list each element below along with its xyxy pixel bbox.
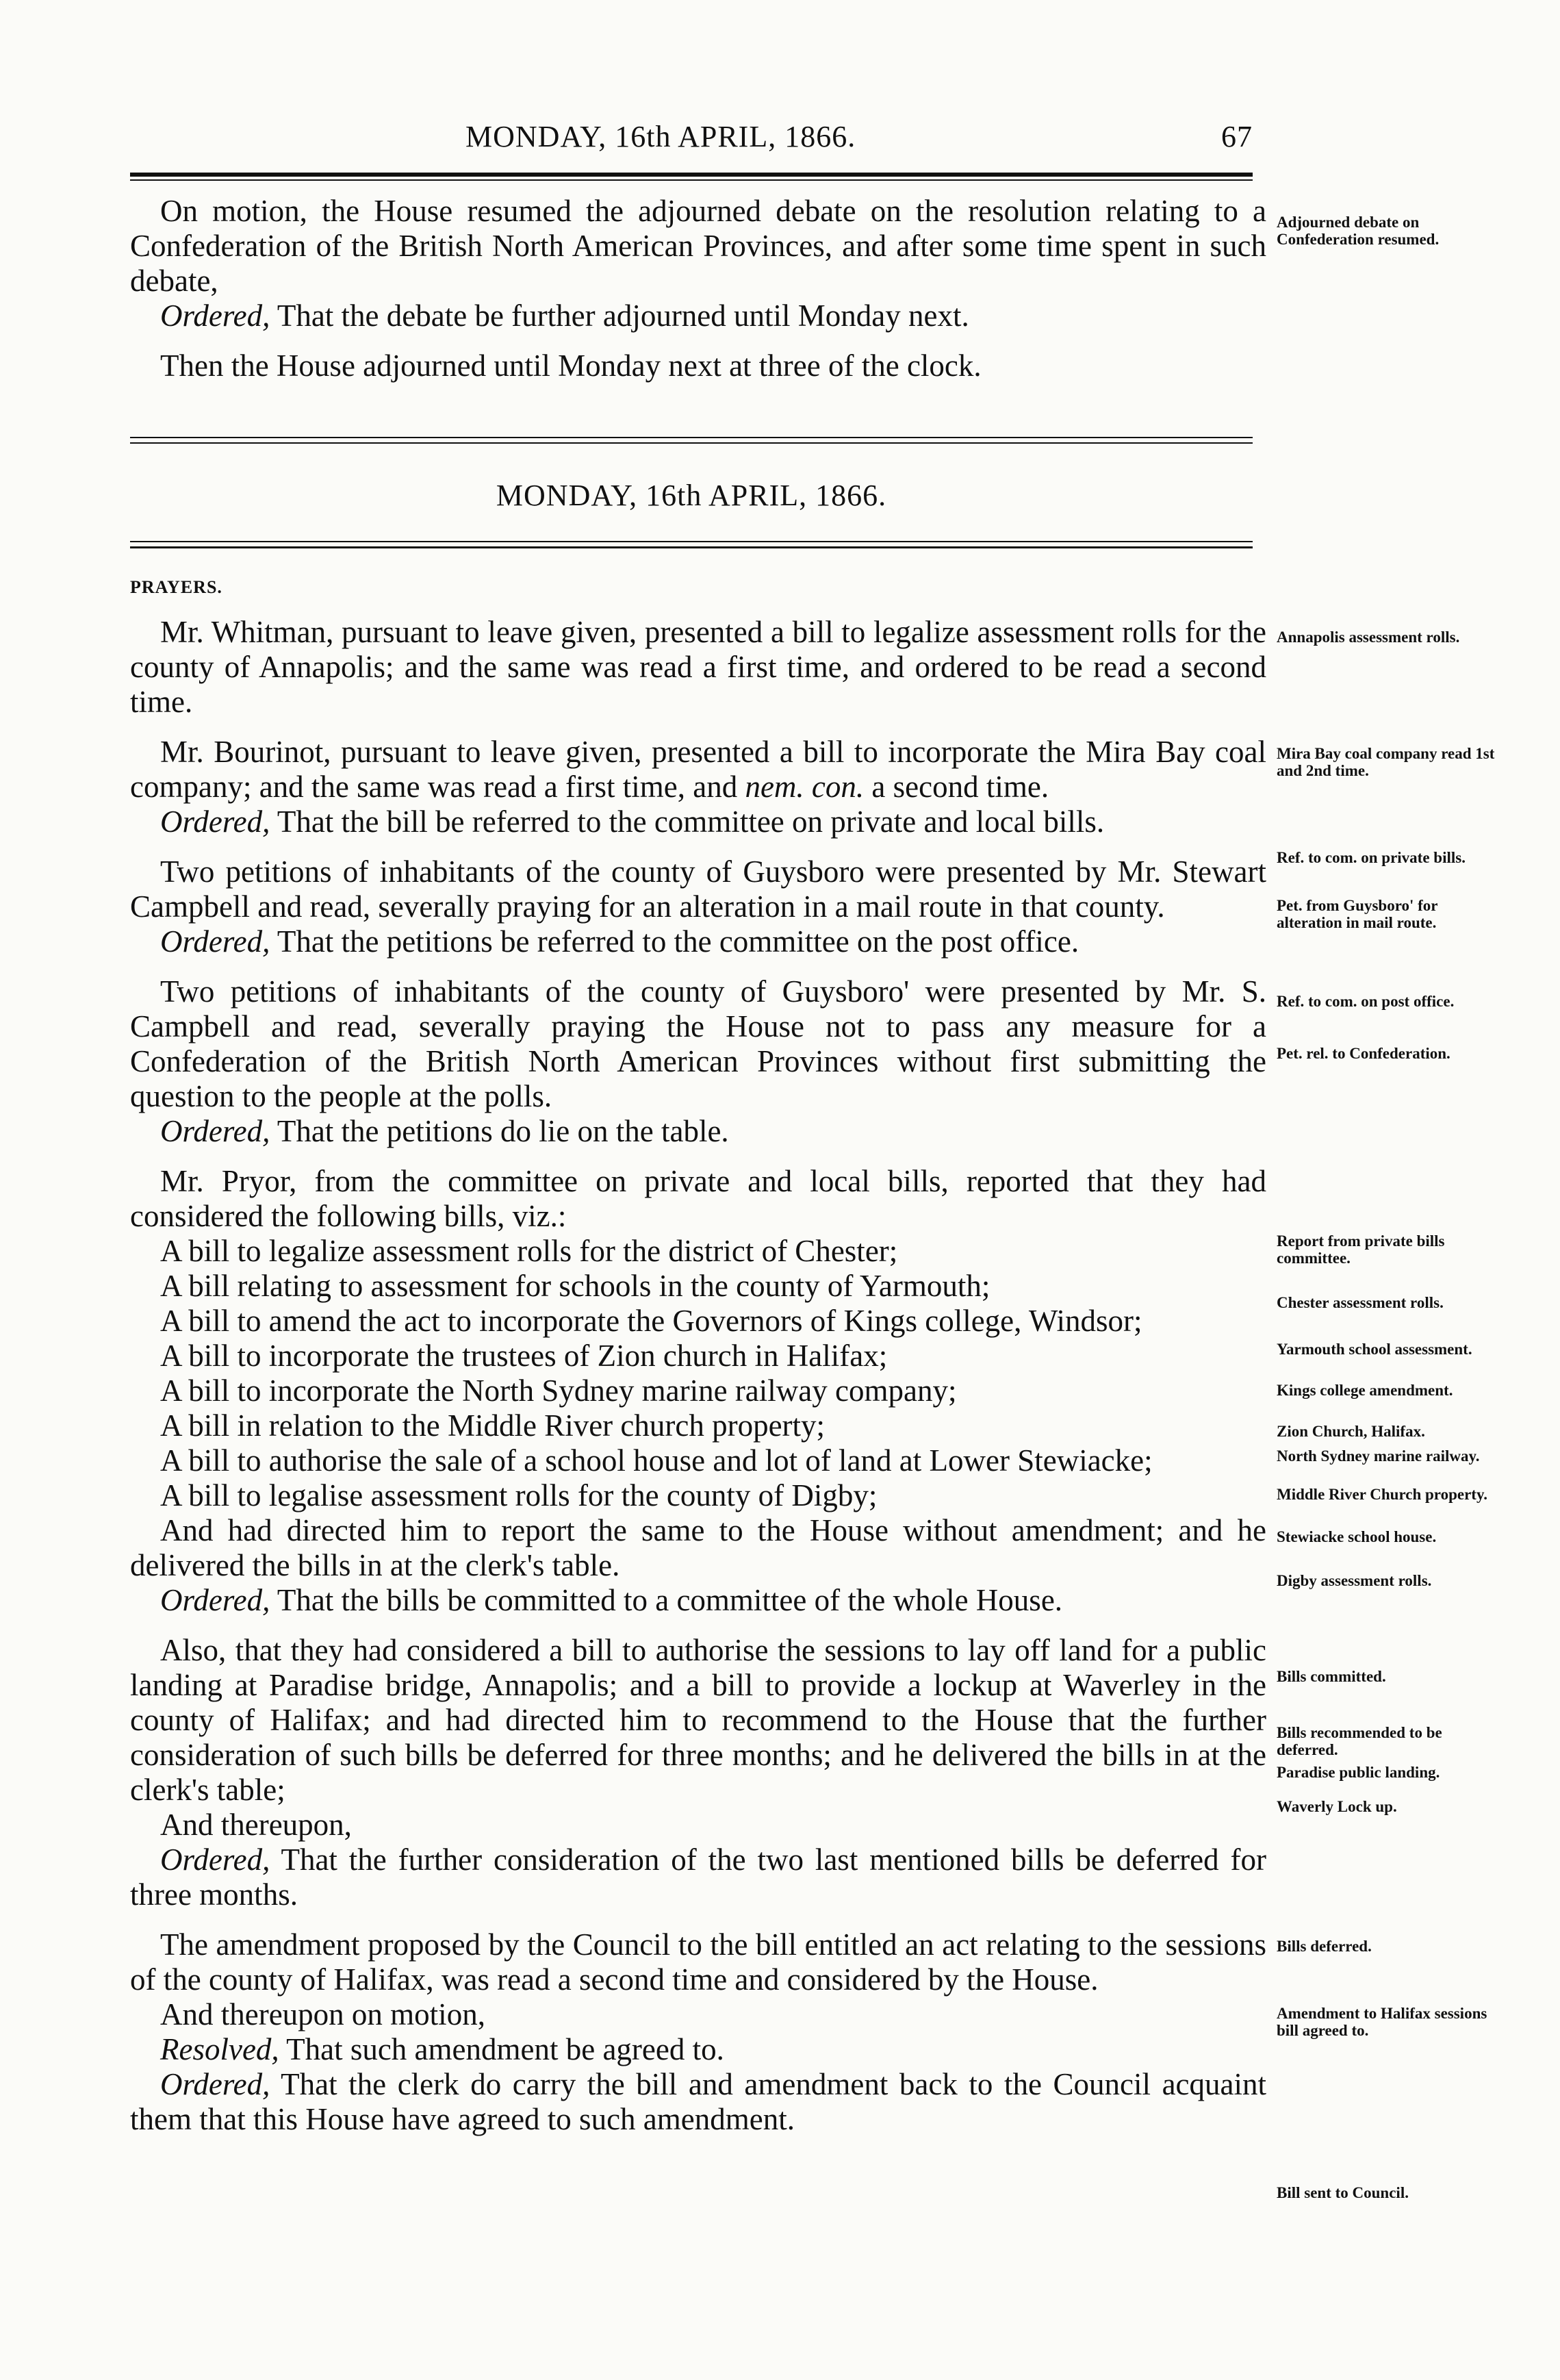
- margin-note: North Sydney marine railway.: [1277, 1447, 1480, 1465]
- paragraph-directed: And had directed him to report the same to the House without amendment; and he delivered the bills in at the clerk's table.: [130, 1513, 1266, 1582]
- section-rule-top-1: [130, 437, 1253, 438]
- paragraph-resumed-debate: On motion, the House resumed the adjourned debate on the resolution relating to a Confederation of the British North American Provinces, and after some time spent in such debate,: [130, 194, 1266, 298]
- margin-note: Pet. rel. to Confederation.: [1277, 1045, 1450, 1062]
- margin-note: Report from private bills committee.: [1277, 1232, 1445, 1267]
- margin-note: Chester assessment rolls.: [1277, 1294, 1444, 1311]
- section-adjourned-debate: [130, 194, 1266, 383]
- bill-item: A bill relating to assessment for schools in the county of Yarmouth;: [160, 1269, 990, 1303]
- paragraph-council-amendment: The amendment proposed by the Council to the bill entitled an act relating to the sessions of the county of Halifax, was read a second time and considered by the House.: [130, 1927, 1266, 1997]
- paragraph-thereupon: And thereupon,: [160, 1808, 352, 1842]
- bill-item: A bill in relation to the Middle River church property;: [160, 1408, 826, 1443]
- prayers-label: PRAYERS.: [130, 577, 222, 597]
- bill-item: A bill to incorporate the North Sydney marine railway company;: [160, 1373, 957, 1408]
- paragraph-ordered-clerk: Ordered, That the clerk do carry the bill and amendment back to the Council acquaint them that this House have agreed to such amendment.: [130, 2067, 1266, 2136]
- paragraph-ordered-committed: Ordered, That the bills be committed to a committee of the whole House.: [160, 1583, 1063, 1617]
- paragraph-ordered-adjourn: [130, 299, 1266, 333]
- margin-note: Pet. from Guysboro' for alteration in mail route.: [1277, 897, 1438, 931]
- paragraph-ordered-deferred: Ordered, That the further consideration of the two last mentioned bills be deferred for three months.: [130, 1843, 1266, 1912]
- ordered-text: That the debate be further adjourned until Monday next.: [270, 299, 969, 333]
- section-rule-bottom-2: [130, 546, 1253, 548]
- margin-note: Ref. to com. on private bills.: [1277, 849, 1466, 866]
- margin-note: Yarmouth school assessment.: [1277, 1341, 1472, 1358]
- margin-note: Bills deferred.: [1277, 1938, 1372, 1955]
- section-rule-top-2: [130, 442, 1253, 444]
- margin-note: Middle River Church property.: [1277, 1486, 1487, 1503]
- margin-note: Kings college amendment.: [1277, 1382, 1453, 1399]
- margin-note: Paradise public landing.: [1277, 1764, 1440, 1781]
- margin-note: Zion Church, Halifax.: [1277, 1423, 1425, 1440]
- margin-note: Bill sent to Council.: [1277, 2184, 1409, 2201]
- bill-item: A bill to legalize assessment rolls for the district of Chester;: [160, 1234, 898, 1268]
- bill-item: A bill to authorise the sale of a school house and lot of land at Lower Stewiacke;: [160, 1443, 1153, 1478]
- margin-note: Amendment to Halifax sessions bill agreed to.: [1277, 2005, 1487, 2039]
- date-heading: MONDAY, 16th APRIL, 1866.: [496, 479, 887, 512]
- margin-note: Bills recommended to be deferred.: [1277, 1724, 1442, 1758]
- bill-item: A bill to legalise assessment rolls for the county of Digby;: [160, 1478, 878, 1512]
- paragraph-pryor-report: Mr. Pryor, from the committee on private and local bills, reported that they had considered the following bills, viz.:: [130, 1164, 1266, 1233]
- paragraph-guysboro-mail: Two petitions of inhabitants of the county of Guysboro were presented by Mr. Stewart Campbell and read, severally praying for an alteration in a mail route in that county.: [130, 854, 1266, 924]
- paragraph-ordered-private: Ordered, That the bill be referred to the committee on private and local bills.: [160, 805, 1105, 839]
- running-head-title: MONDAY, 16th APRIL, 1866.: [465, 120, 856, 153]
- paragraph-ordered-post: Ordered, That the petitions be referred to the committee on the post office.: [160, 924, 1079, 959]
- section-proceedings: [130, 615, 1266, 2137]
- margin-note: Waverly Lock up.: [1277, 1798, 1397, 1815]
- paragraph-house-adjourned: Then the House adjourned until Monday next at three of the clock.: [160, 349, 982, 383]
- paragraph-whitman: Mr. Whitman, pursuant to leave given, presented a bill to legalize assessment rolls for the county of Annapolis; and the same was read a first time, and ordered to be read a second time.: [130, 615, 1266, 719]
- paragraph-resolved: Resolved, That such amendment be agreed to.: [160, 2032, 724, 2066]
- section-rule-bottom-1: [130, 541, 1253, 542]
- header-rule-thin: [130, 179, 1253, 181]
- margin-note: Adjourned debate on Confederation resumed.: [1277, 214, 1440, 248]
- margin-note: Digby assessment rolls.: [1277, 1572, 1432, 1589]
- header-rule: [130, 173, 1253, 177]
- paragraph-ordered-table: Ordered, That the petitions do lie on the table.: [160, 1114, 729, 1148]
- bill-item: A bill to amend the act to incorporate the Governors of Kings college, Windsor;: [160, 1304, 1142, 1338]
- margin-note: Mira Bay coal company read 1st and 2nd time.: [1277, 745, 1495, 779]
- margin-note: Bills committed.: [1277, 1668, 1386, 1685]
- paragraph-bourinot: Mr. Bourinot, pursuant to leave given, presented a bill to incorporate the Mira Bay coal company; and the same was read a first time, and nem. con. a second time.: [130, 735, 1266, 804]
- paragraph-also-considered: Also, that they had considered a bill to authorise the sessions to lay off land for a public landing at Paradise bridge, Annapolis; and a bill to provide a lockup at Waverley in the county of Halifax; and had directed him to recommend to the House that the further consideration of such bills be deferred for three months; and he delivered the bills in at the clerk's table;: [130, 1633, 1266, 1807]
- margin-note: Ref. to com. on post office.: [1277, 993, 1455, 1010]
- paragraph-thereupon-motion: And thereupon on motion,: [160, 1997, 485, 2031]
- paragraph-guysboro-confederation: Two petitions of inhabitants of the county of Guysboro' were presented by Mr. S. Campbell and read, severally praying the House not to pass any measure for a Confederation of the British North American Provinces without first submitting the question to the people at the polls.: [130, 974, 1266, 1113]
- running-head: [130, 116, 1253, 164]
- ordered-label: Ordered,: [160, 299, 270, 333]
- page-number: 67: [1221, 120, 1253, 153]
- bill-item: A bill to incorporate the trustees of Zion church in Halifax;: [160, 1339, 888, 1373]
- margin-note: Stewiacke school house.: [1277, 1528, 1437, 1545]
- margin-note: Annapolis assessment rolls.: [1277, 629, 1460, 646]
